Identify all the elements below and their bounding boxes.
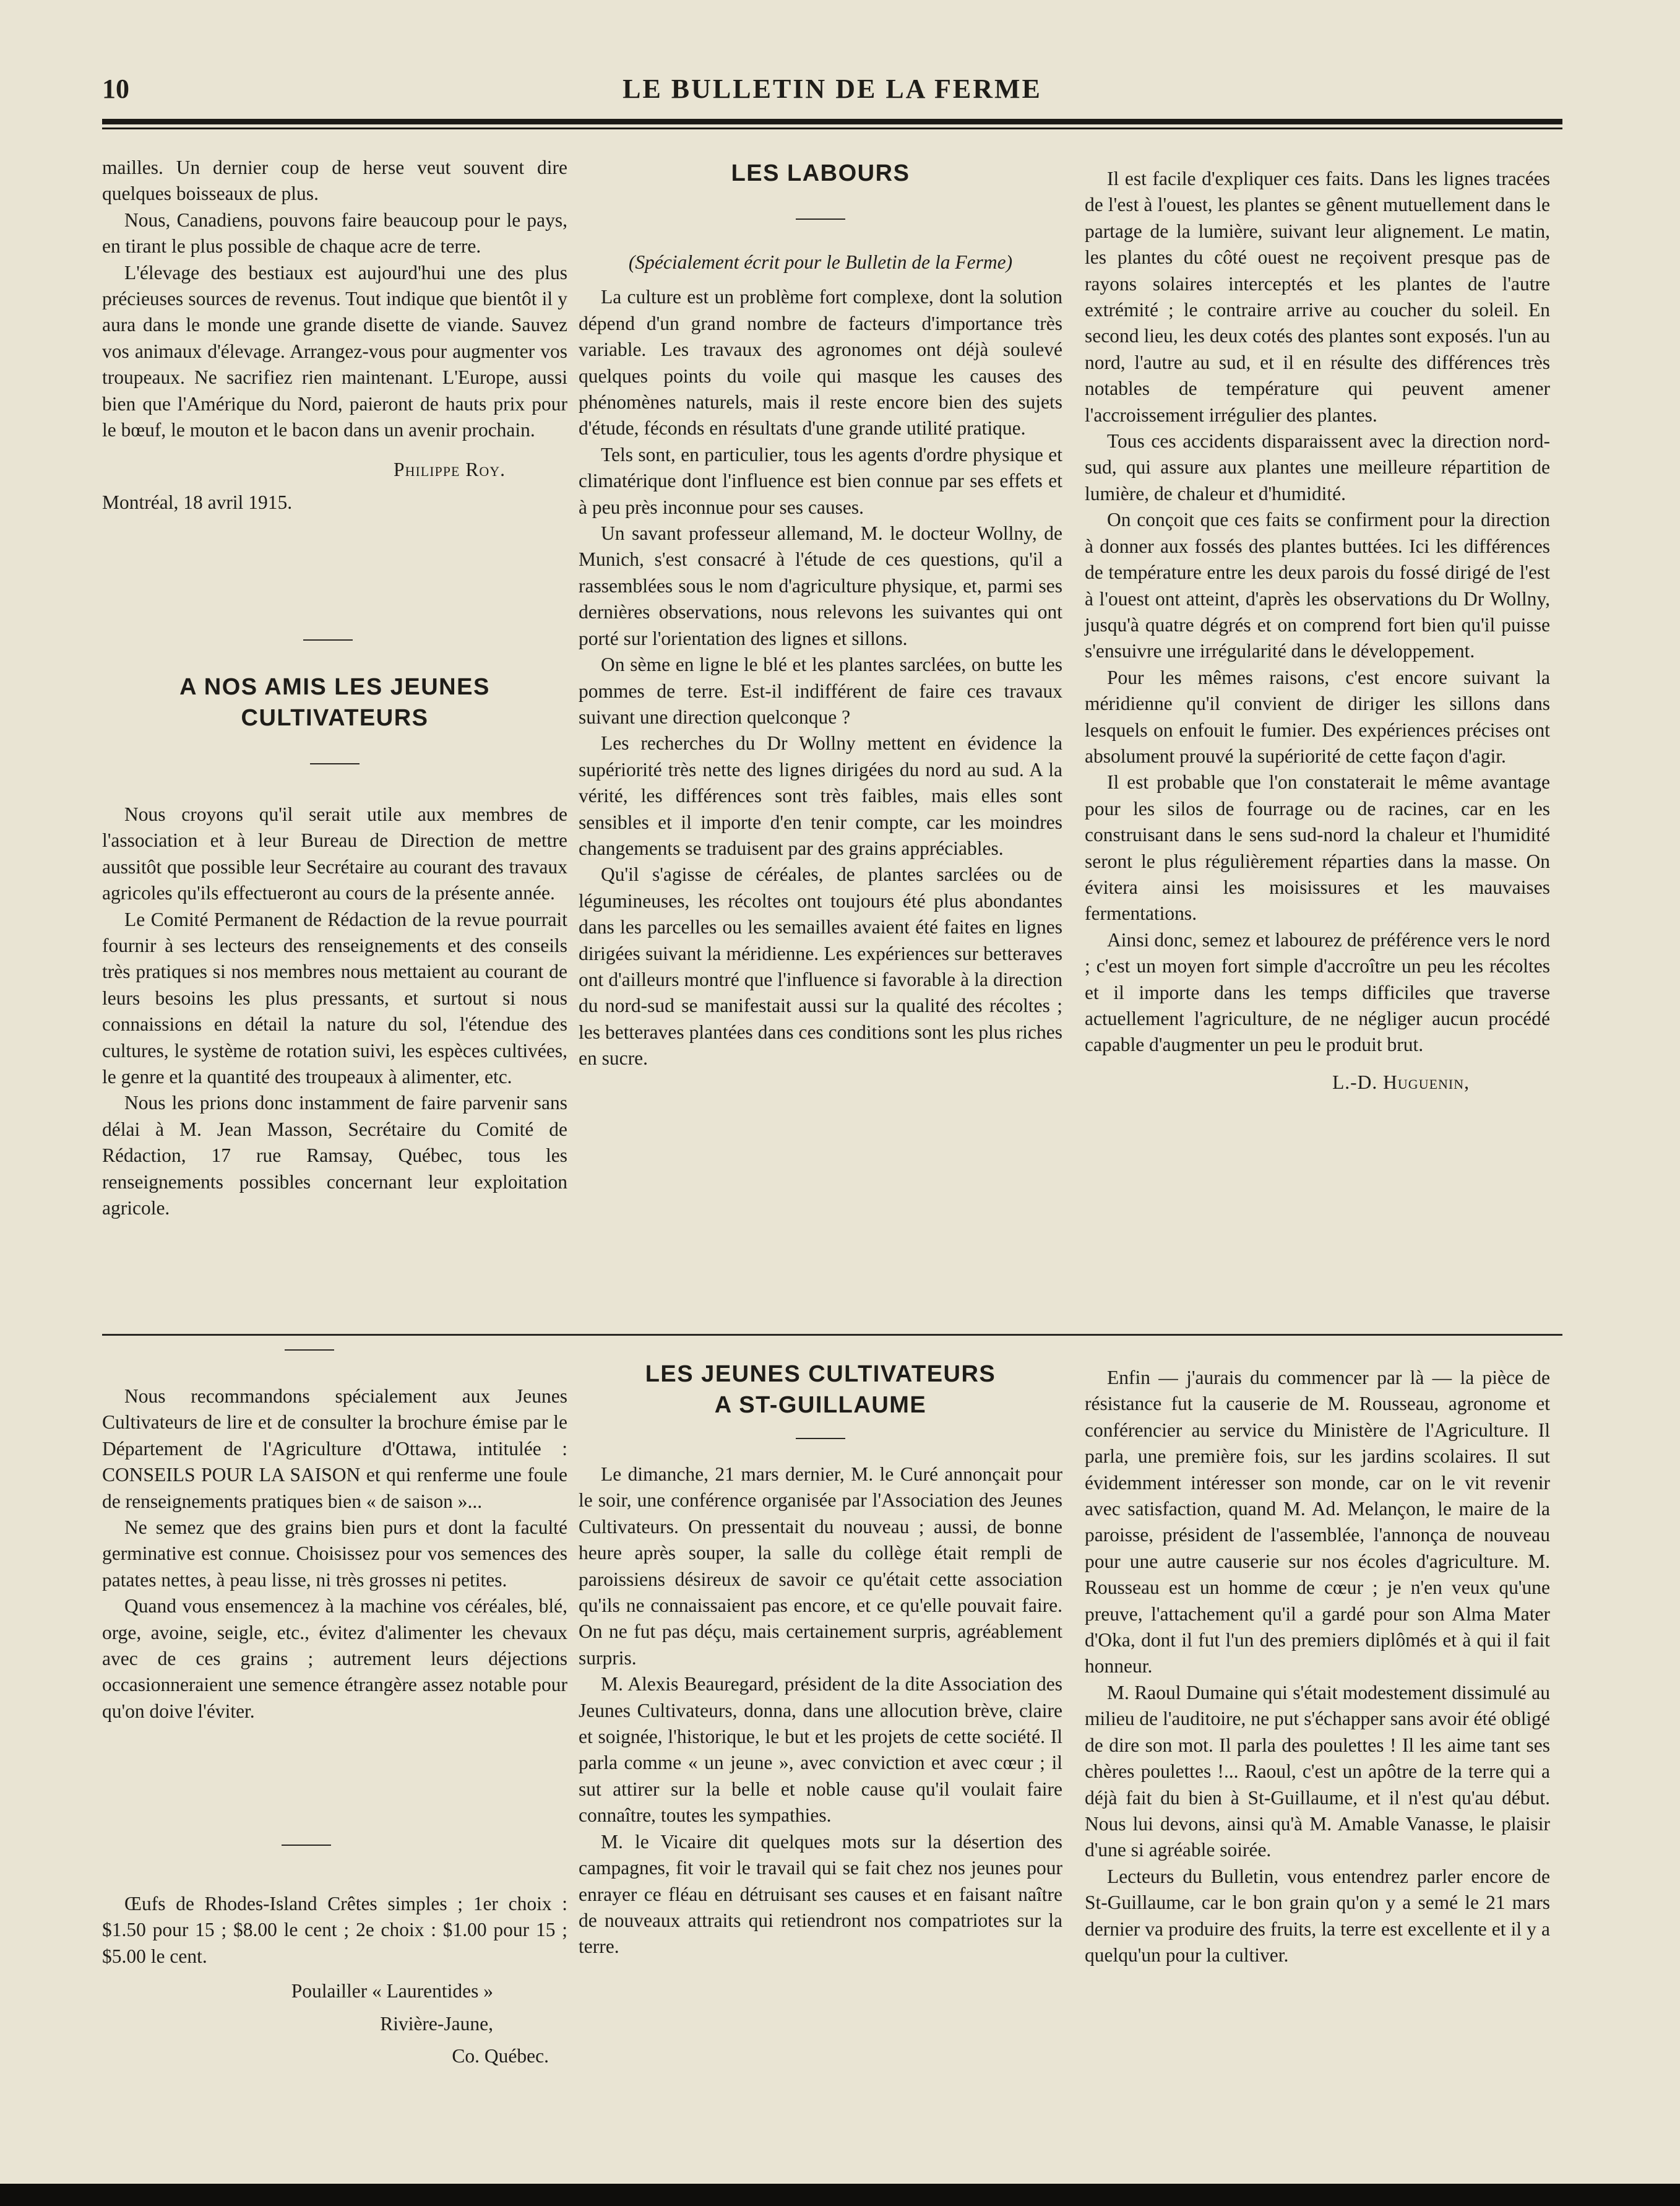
paragraph: M. Alexis Beauregard, président de la dite Association des Jeunes Cultivateurs, donna, dans une allocution brève, claire et soignée, l'historique, le but et les projets de cette société. Il parla comme « un jeune », avec conviction et avec cœur ; il sut attirer sur la belle et noble cause qu'il voulait faire connaître, toutes les sympathies. — [579, 1673, 1062, 1827]
paragraph: Le Comité Permanent de Rédaction de la revue pourrait fournir à ses lecteurs des renseignements et des conseils très pratiques si nos membres nous mettaient au courant de leurs besoins les plus pressants, et surtout si nous connaissions en détail la nature du sol, l'étendue des cultures, le système de rotation suivi, les espèces cultivées, le genre et la quantité des troupeaux à alimenter, etc. — [102, 908, 567, 1088]
paragraph: Tous ces accidents disparaissent avec la direction nord-sud, qui assure aux plantes une meilleure répartition de lumière, de chaleur et d'humidité. — [1085, 430, 1550, 504]
advert-line: Poulailler « Laurentides » — [291, 1980, 493, 2002]
paragraph: Qu'il s'agisse de céréales, de plantes sarclées ou de légumineuses, les récoltes ont toujours été plus abondantes dans les parcelles ou les semailles avaient été faites en lignes dirigées suivant la méridienne. Les expériences sur betteraves ont d'ailleurs montré que l'influence si favorable à la direction du nord-sud se manifestait aussi sur la qualité des récoltes ; les betteraves plantées dans ces conditions sont les plus riches en sucre. — [579, 863, 1062, 1070]
advert-oeufs — [102, 1891, 567, 2069]
separator — [303, 639, 353, 641]
separator — [285, 1349, 334, 1351]
page-number: 10 — [102, 74, 129, 104]
article-amis — [102, 672, 567, 1222]
separator — [796, 218, 845, 220]
signature: Philippe Roy. — [394, 459, 506, 481]
paragraph: Nous croyons qu'il serait utile aux membres de l'association et à leur Bureau de Direction de mettre aussitôt que possible leur Secrétaire au courant des travaux agricoles qu'ils effectueront au cours de la présente année. — [102, 803, 567, 904]
masthead-title: LE BULLETIN DE LA FERME — [622, 74, 1042, 104]
article-subtitle: (Spécialement écrit pour le Bulletin de la Ferme) — [628, 251, 1013, 273]
paragraph: La culture est un problème fort complexe, dont la solution dépend d'un grand nombre de facteurs d'importance très variable. Les travaux des agronomes ont déjà soulevé quelques points du voile qui masque les causes des phénomènes naturels, mais il reste encore bien des sujets d'étude, féconds en résultats d'une grande utilité pratique. — [579, 286, 1062, 439]
paragraph: Il est facile d'expliquer ces faits. Dans les lignes tracées de l'est à l'ouest, les plantes se gênent mutuellement dans le partage de la lumière, suivant leur alignement. Le matin, les plantes du côté ouest ne reçoivent presque pas de rayons solaires interceptés et les plantes de l'autre extrémité ; le contraire arrive au coucher du soleil. En second lieu, les deux cotés des plantes sont exposés. l'un au nord, l'autre au sud, et il en résulte des différences très notables de température qui peuvent amener l'accroissement irrégulier des plantes. — [1085, 168, 1550, 426]
paragraph: Le dimanche, 21 mars dernier, M. le Curé annonçait pour le soir, une conférence organisée par l'Association des Jeunes Cultivateurs. On pressentait du nouveau ; aussi, de bonne heure après souper, la salle du collège était rempli de paroissiens désireux de savoir ce qu'était cette association qu'ils ne connaissaient pas encore, et ce qu'elle pouvait faire. On ne fut pas déçu, mais certainement surpris, agréablement surpris. — [579, 1463, 1062, 1669]
paragraph: Nous recommandons spécialement aux Jeunes Cultivateurs de lire et de consulter la brochure émise par le Département de l'Agriculture d'Ottawa, intitulée : CONSEILS POUR LA SAISON et qui renferme une foule de renseignements pratiques bien « de saison »... — [102, 1385, 567, 1512]
separator — [796, 1438, 845, 1439]
separator — [310, 763, 360, 764]
article-title: LES LABOURS — [731, 160, 910, 186]
advert-text: Œufs de Rhodes-Island Crêtes simples ; 1er choix : $1.50 pour 15 ; $8.00 le cent ; 2e choix : $1.00 pour 15 ; $5.00 le cent. — [102, 1893, 567, 1967]
paragraph: Nous, Canadiens, pouvons faire beaucoup pour le pays, en tirant le plus possible de chaque acre de terre. — [102, 209, 567, 257]
paragraph: L'élevage des bestiaux est aujourd'hui une des plus précieuses sources de revenus. Tout indique que bientôt il y aura dans le monde une grande disette de viande. Sauvez vos animaux d'élevage. Arrangez-vous pour augmenter vos troupeaux. Ne sacrifiez rien maintenant. L'Europe, aussi bien que l'Amérique du Nord, paieront de hauts prix pour le bœuf, le mouton et le bacon dans un avenir prochain. — [102, 261, 567, 441]
advert-line: Co. Québec. — [452, 2045, 549, 2067]
paragraph: Nous les prions donc instamment de faire parvenir sans délai à M. Jean Masson, Secrétaire du Comité de Rédaction, 17 rue Ramsay, Québec, tous les renseignements possibles concernant leur exploitation agricole. — [102, 1092, 567, 1219]
paragraph: Quand vous ensemencez à la machine vos céréales, blé, orge, avoine, seigle, etc., évitez d'alimenter les chevaux avec de ces grains ; autrement leurs déjections occasionneraient une semence étrangère assez notable pour qu'on doive l'éviter. — [102, 1595, 567, 1722]
advert-line: Rivière-Jaune, — [380, 2012, 493, 2035]
column-3-bottom — [1085, 1365, 1550, 1968]
paragraph: Ainsi donc, semez et labourez de préférence vers le nord ; c'est un moyen fort simple d'accroître un peu les récoltes et il importe dans les temps difficiles que traverse actuellement l'agriculture, de ne négliger aucun procédé capable d'augmenter un peu le produit brut. — [1085, 928, 1550, 1056]
paragraph: Pour les mêmes raisons, c'est encore suivant la méridienne qu'il convient de diriger les sillons dans lesquels on enfouit le fumier. Des expériences précises ont absolument prouvé la supériorité de cette façon d'agir. — [1085, 666, 1550, 767]
paragraph: mailles. Un dernier coup de herse veut souvent dire quelques boisseaux de plus. — [102, 157, 567, 205]
paragraph: Tels sont, en particulier, tous les agents d'ordre physique et climatérique dont l'influence est bien connue par ses effets et à peu près inconnue pour ses causes. — [579, 443, 1062, 518]
paragraph: M. Raoul Dumaine qui s'était modestement dissimulé au milieu de l'auditoire, ne put s'échapper sans avoir été obligé de dire son mot. Il parla des poulettes ! Il les aime tant ses chères poulettes !... Raoul, c'est un apôtre de la terre qui a déjà fait du bien à St-Guillaume, et il n'est qu'au début. Nous lui devons, ainsi qu'à M. Amable Vanasse, le plaisir d'une si agréable soirée. — [1085, 1681, 1550, 1861]
article-title-line1: LES JEUNES CULTIVATEURS — [645, 1361, 996, 1387]
paragraph: Les recherches du Dr Wollny mettent en évidence la supériorité très nette des lignes dirigées du nord au sud. A la vérité, les différences sont très faibles, mais elles sont sensibles et il importe d'en tenir compte, car les moindres changements se traduisent par des grains appréciables. — [579, 732, 1062, 859]
paragraph: Lecteurs du Bulletin, vous entendrez parler encore de St-Guillaume, car le bon grain qu'on y a semé le 21 mars dernier va produire des fruits, la terre est excellente et il y a quelqu'un pour la cultiver. — [1085, 1865, 1550, 1966]
paragraph: On conçoit que ces faits se confirment pour la direction à donner aux fossés des plantes buttées. Ici les différences de température entre les deux parois du fossé dirigé de l'est à l'ouest ont atteint, d'après les observations du Dr Wollny, jusqu'à quatre dégrés et on comprend fort bien qu'il puisse s'ensuivre une irrégularité dans le développement. — [1085, 509, 1550, 662]
paragraph: Il est probable que l'on constaterait le même avantage pour les silos de fourrage ou de racines, car en les construisant dans le sens sud-nord la chaleur et l'humidité seront le plus régulièrement réparties dans la masse. On évitera ainsi les moisissures et les mauvaises fermentations. — [1085, 771, 1550, 925]
paragraph: Ne semez que des grains bien purs et dont la faculté germinative est connue. Choisissez pour vos semences des patates nettes, à peau lisse, ni très grosses ni petites. — [102, 1516, 567, 1591]
paragraph: Enfin — j'aurais du commencer par là — la pièce de résistance fut la causerie de M. Rousseau, agronome et conférencier au service du Ministère de l'Agriculture. Il parla, une première fois, sur les jardins scolaires. Il sut évidemment intéresser son monde, car on le vit revenir avec satisfaction, quand M. Ad. Melançon, le maire de la paroisse, président de l'assemblée, l'annonça de nouveau pour une autre causerie sur nos écoles d'agriculture. M. Rousseau est un homme de cœur ; je n'en veux qu'une preuve, l'attachement qu'il a gardé pour son Alma Mater d'Oka, dont il fut l'un des premiers diplômés et à qui il fait honneur. — [1085, 1367, 1550, 1677]
separator — [282, 1845, 331, 1846]
scan-border — [0, 2184, 1680, 2206]
signature: L.-D. Huguenin, — [1332, 1071, 1470, 1093]
section-divider — [102, 1334, 1562, 1336]
article-title-line2: A ST-GUILLAUME — [714, 1392, 927, 1418]
article-conseils — [102, 1383, 567, 1724]
dateline: Montréal, 18 avril 1915. — [102, 491, 293, 513]
paragraph: On sème en ligne le blé et les plantes sarclées, on butte les pommes de terre. Est-il indifférent de faire ces travaux suivant une direction quelconque ? — [579, 654, 1062, 728]
column-3-top — [1085, 166, 1550, 1096]
page-header — [102, 73, 1562, 110]
article-st-guillaume — [579, 1359, 1062, 1960]
paragraph: M. le Vicaire dit quelques mots sur la désertion des campagnes, fit voir le travail qui se fait chez nos jeunes pour enrayer ce fléau en détruisant ses causes et en faisant naître de nouveaux attraits qui retiendront nos compatriotes sur la terre. — [579, 1830, 1062, 1958]
column-1-top — [102, 155, 567, 516]
header-rule-thin — [102, 128, 1562, 129]
article-title: A NOS AMIS LES JEUNES CULTIVATEURS — [179, 674, 490, 731]
paragraph: Un savant professeur allemand, M. le docteur Wollny, de Munich, s'est consacré à l'étude de ces questions, qu'il a rassemblées sous le nom d'agriculture physique, et, parmi ses dernières observations, nous relevons les suivantes qui ont porté sur l'orientation des lignes et sillons. — [579, 522, 1062, 649]
header-rule — [102, 119, 1562, 124]
article-labours — [579, 158, 1062, 1072]
